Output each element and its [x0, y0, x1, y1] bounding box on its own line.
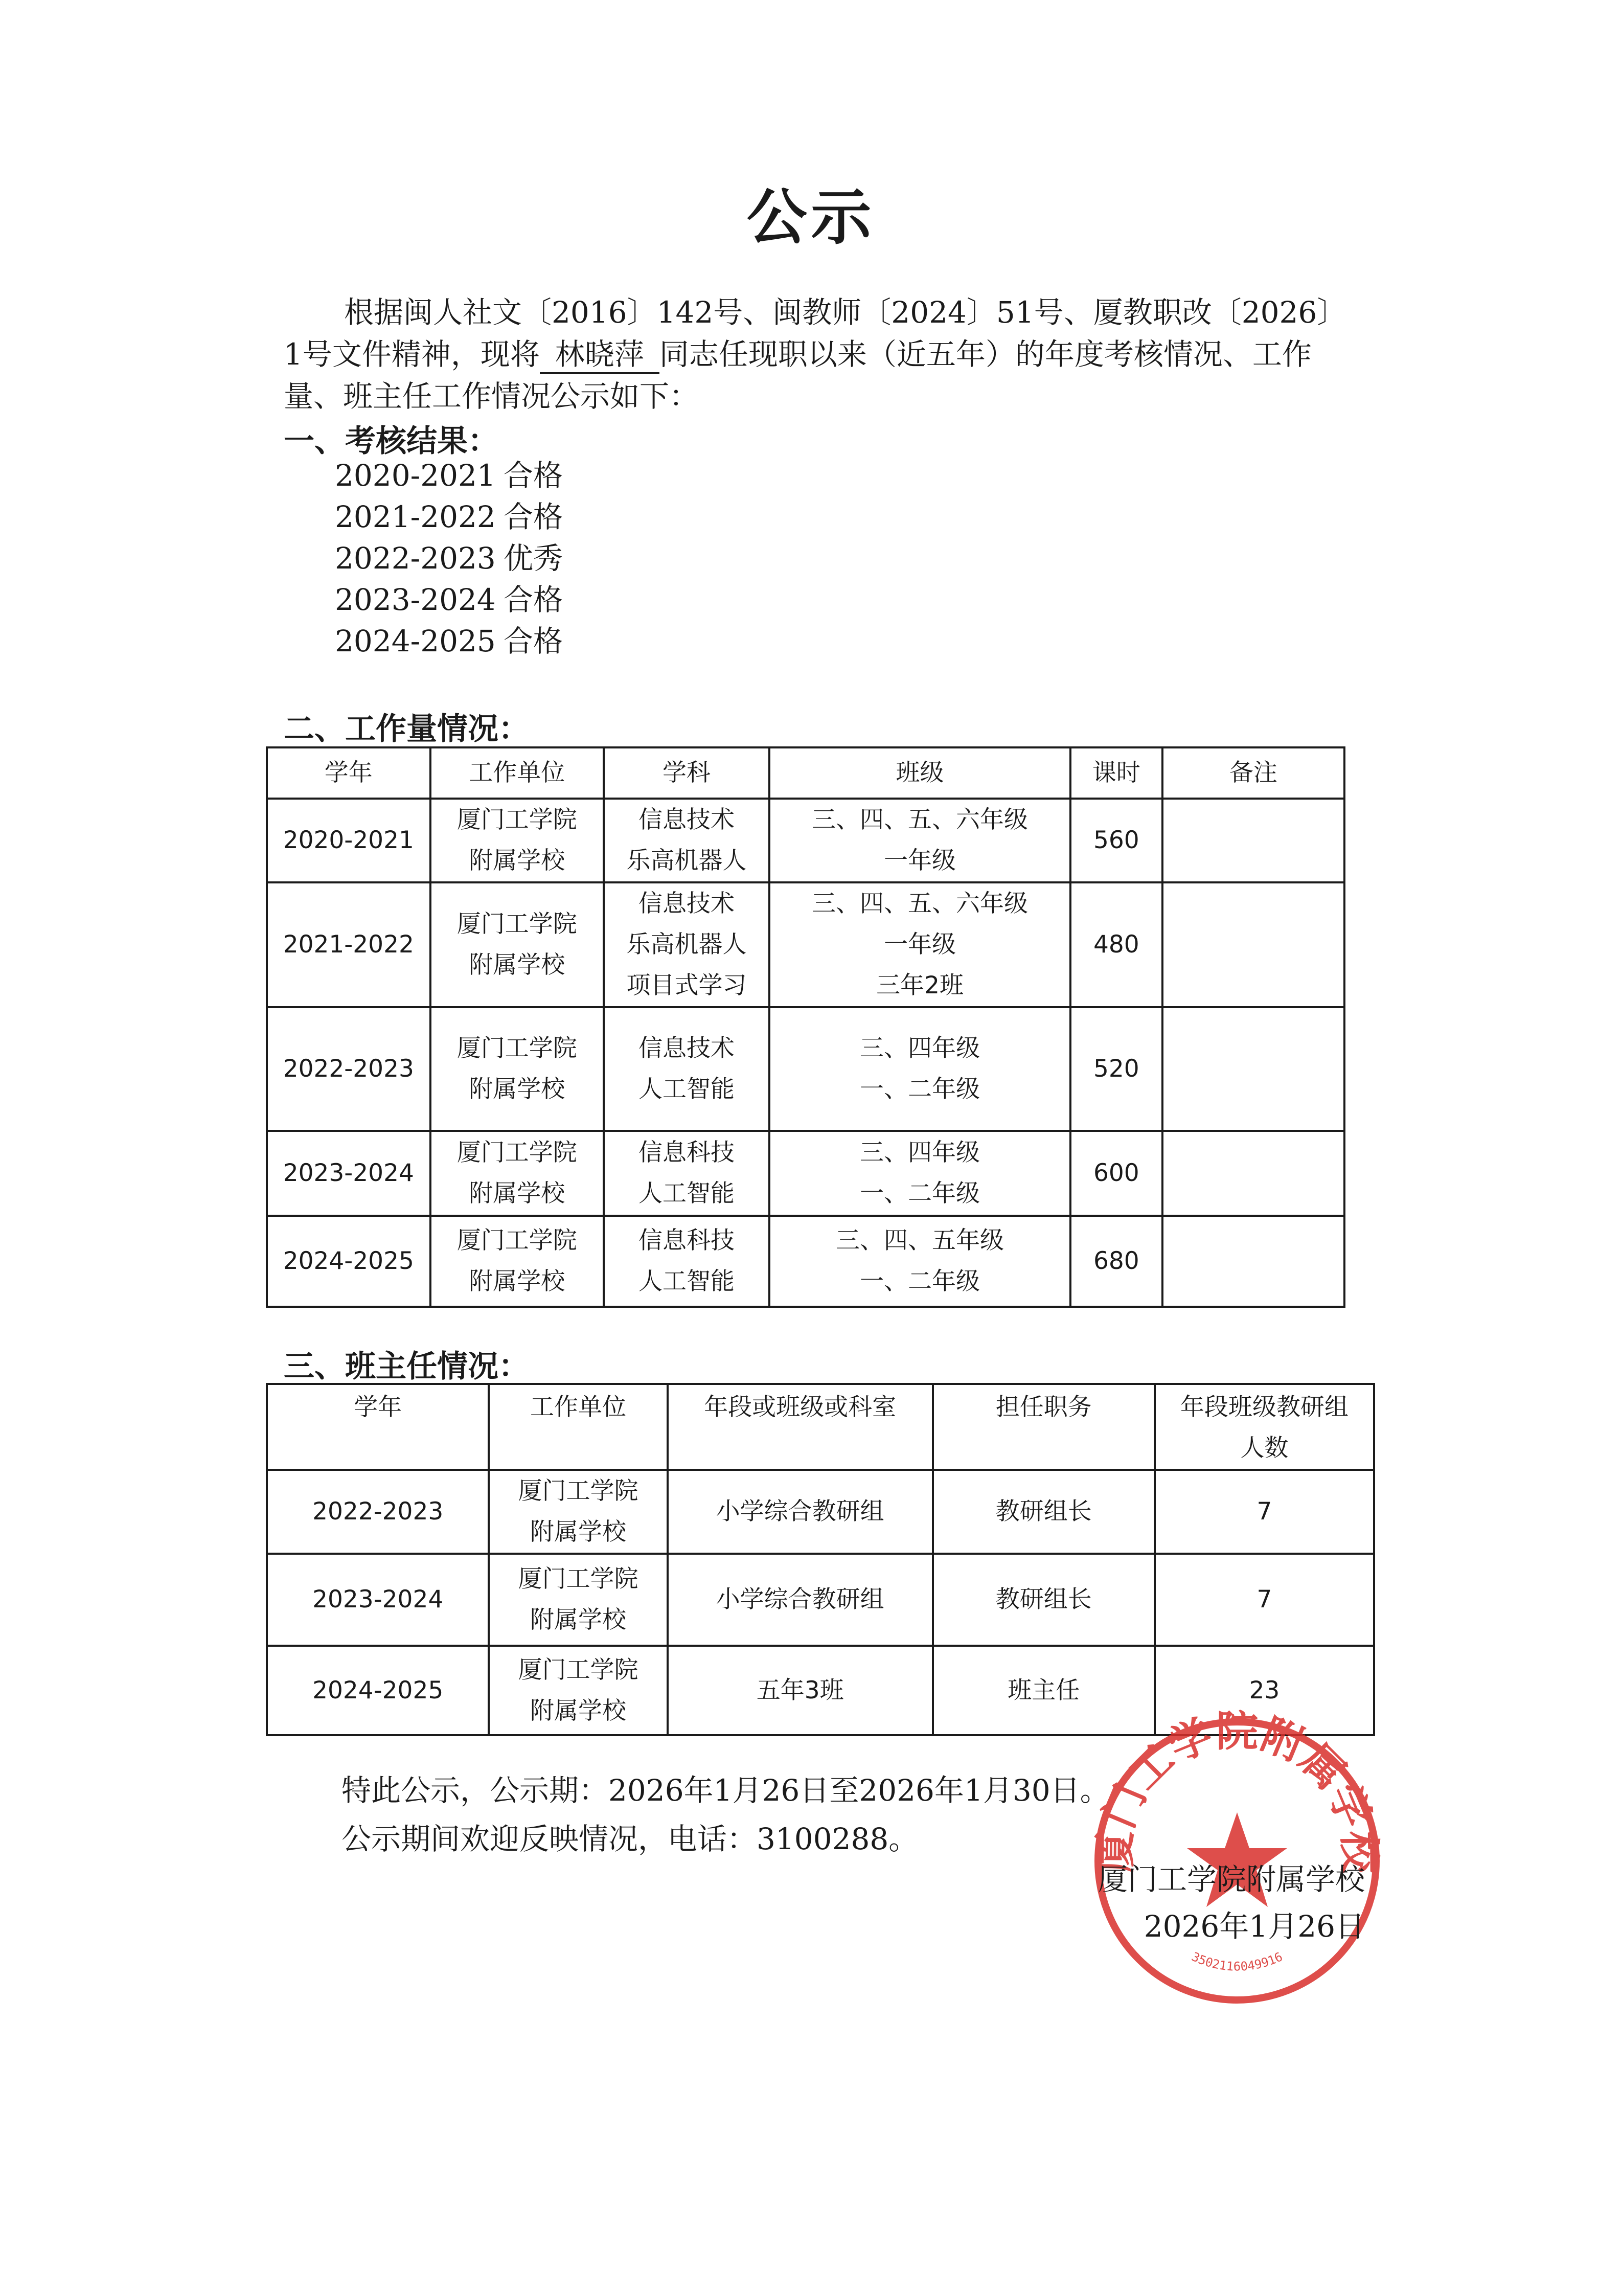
result-grade: 合格: [504, 624, 563, 658]
intro-text-2: 同志任现职以来（近五年）的年度考核情况、工作量、班主任工作情况公示如下：: [284, 337, 1312, 414]
cell-count: 7: [1155, 1470, 1374, 1554]
signature-org: 厦门工学院附属学校: [1098, 1862, 1365, 1897]
cell-role: 教研组长: [933, 1554, 1155, 1646]
table-row: [267, 1554, 1374, 1646]
col-header: 担任职务: [933, 1384, 1155, 1470]
cell-classes: 三、四、五、六年级 一年级 三年2班: [769, 882, 1070, 1007]
contact-phone: 公示期间欢迎反映情况，电话：3100288。: [341, 1822, 919, 1856]
cell-classes: 三、四年级 一、二年级: [769, 1007, 1070, 1131]
cell-note: [1162, 1216, 1344, 1307]
cell-unit: 厦门工学院 附属学校: [489, 1470, 667, 1554]
cell-subject: 信息科技 人工智能: [604, 1216, 769, 1307]
cell-unit: 厦门工学院 附属学校: [430, 1216, 604, 1307]
page-title: 公示: [746, 181, 876, 253]
result-year: 2021-2022: [335, 499, 496, 534]
cell-year: 2023-2024: [267, 1554, 489, 1646]
table-row: [267, 1470, 1374, 1554]
cell-unit: 厦门工学院 附属学校: [430, 1131, 604, 1216]
cell-unit: 厦门工学院 附属学校: [489, 1646, 667, 1735]
section3-heading: 三、班主任情况：: [284, 1349, 529, 1384]
col-header: 年段或班级或科室: [668, 1384, 933, 1470]
notice-footer: [341, 1766, 1110, 1863]
result-year: 2024-2025: [335, 624, 496, 658]
cell-role: 教研组长: [933, 1470, 1155, 1554]
seal-text: 厦门工学院附属学校: [1091, 1708, 1383, 1874]
cell-classes: 三、四、五、六年级 一年级: [769, 799, 1070, 882]
table-row: [267, 799, 1344, 882]
cell-subject: 信息技术 人工智能: [604, 1007, 769, 1131]
seal-number: 3502116049916: [1189, 1949, 1285, 1974]
result-grade: 合格: [504, 582, 563, 617]
intro-text-1: 根据闽人社文〔2016〕142号、闽教师〔2024〕51号、厦教职改〔2026〕1号文件精神，现将: [284, 295, 1347, 372]
table-header-row: [267, 747, 1344, 799]
cell-note: [1162, 882, 1344, 1007]
cell-unit: 厦门工学院 附属学校: [430, 1007, 604, 1131]
col-header: 年段班级教研组 人数: [1155, 1384, 1374, 1470]
result-row: [335, 538, 563, 579]
cell-hours: 680: [1070, 1216, 1162, 1307]
cell-year: 2022-2023: [267, 1470, 489, 1554]
cell-classes: 三、四年级 一、二年级: [769, 1131, 1070, 1216]
signature-date: 2026年1月26日: [1144, 1909, 1365, 1944]
cell-dept: 小学综合教研组: [668, 1470, 933, 1554]
col-header: 班级: [769, 747, 1070, 799]
cell-role: 班主任: [933, 1646, 1155, 1735]
result-row: [335, 621, 563, 662]
cell-year: 2020-2021: [267, 799, 430, 882]
cell-subject: 信息技术 乐高机器人: [604, 799, 769, 882]
cell-note: [1162, 1007, 1344, 1131]
result-year: 2020-2021: [335, 458, 496, 493]
table-header-row: [267, 1384, 1374, 1470]
cell-unit: 厦门工学院 附属学校: [430, 882, 604, 1007]
table-row: [267, 882, 1344, 1007]
workload-table: [266, 746, 1345, 1308]
result-row: [335, 455, 563, 496]
cell-count: 7: [1155, 1554, 1374, 1646]
cell-classes: 三、四、五年级 一、二年级: [769, 1216, 1070, 1307]
cell-year: 2024-2025: [267, 1216, 430, 1307]
cell-subject: 信息科技 人工智能: [604, 1131, 769, 1216]
result-year: 2023-2024: [335, 582, 496, 617]
cell-hours: 520: [1070, 1007, 1162, 1131]
section2-heading: 二、工作量情况：: [284, 711, 529, 747]
col-header: 工作单位: [489, 1384, 667, 1470]
result-year: 2022-2023: [335, 541, 496, 576]
col-header: 课时: [1070, 747, 1162, 799]
cell-subject: 信息技术 乐高机器人 项目式学习: [604, 882, 769, 1007]
result-grade: 优秀: [504, 541, 563, 576]
cell-dept: 小学综合教研组: [668, 1554, 933, 1646]
cell-hours: 480: [1070, 882, 1162, 1007]
cell-hours: 600: [1070, 1131, 1162, 1216]
result-grade: 合格: [504, 458, 563, 493]
result-row: [335, 579, 563, 621]
table-row: [267, 1216, 1344, 1307]
cell-year: 2021-2022: [267, 882, 430, 1007]
col-header: 工作单位: [430, 747, 604, 799]
assessment-results-list: [335, 455, 563, 662]
cell-year: 2024-2025: [267, 1646, 489, 1735]
cell-note: [1162, 799, 1344, 882]
col-header: 备注: [1162, 747, 1344, 799]
notice-period: 特此公示，公示期：2026年1月26日至2026年1月30日。: [341, 1773, 1110, 1808]
signature-block: [1079, 1856, 1365, 1950]
teacher-name: 林晓萍: [540, 336, 659, 374]
table-row: [267, 1131, 1344, 1216]
col-header: 学科: [604, 747, 769, 799]
cell-note: [1162, 1131, 1344, 1216]
intro-paragraph: [284, 291, 1355, 417]
cell-unit: 厦门工学院 附属学校: [489, 1554, 667, 1646]
homeroom-table: [266, 1383, 1375, 1736]
section1-heading: 一、考核结果：: [284, 423, 498, 459]
cell-hours: 560: [1070, 799, 1162, 882]
cell-count: 23: [1155, 1646, 1374, 1735]
cell-year: 2022-2023: [267, 1007, 430, 1131]
cell-unit: 厦门工学院 附属学校: [430, 799, 604, 882]
cell-dept: 五年3班: [668, 1646, 933, 1735]
table-row: [267, 1007, 1344, 1131]
cell-year: 2023-2024: [267, 1131, 430, 1216]
col-header: 学年: [267, 1384, 489, 1470]
result-grade: 合格: [504, 499, 563, 534]
col-header: 学年: [267, 747, 430, 799]
result-row: [335, 496, 563, 538]
